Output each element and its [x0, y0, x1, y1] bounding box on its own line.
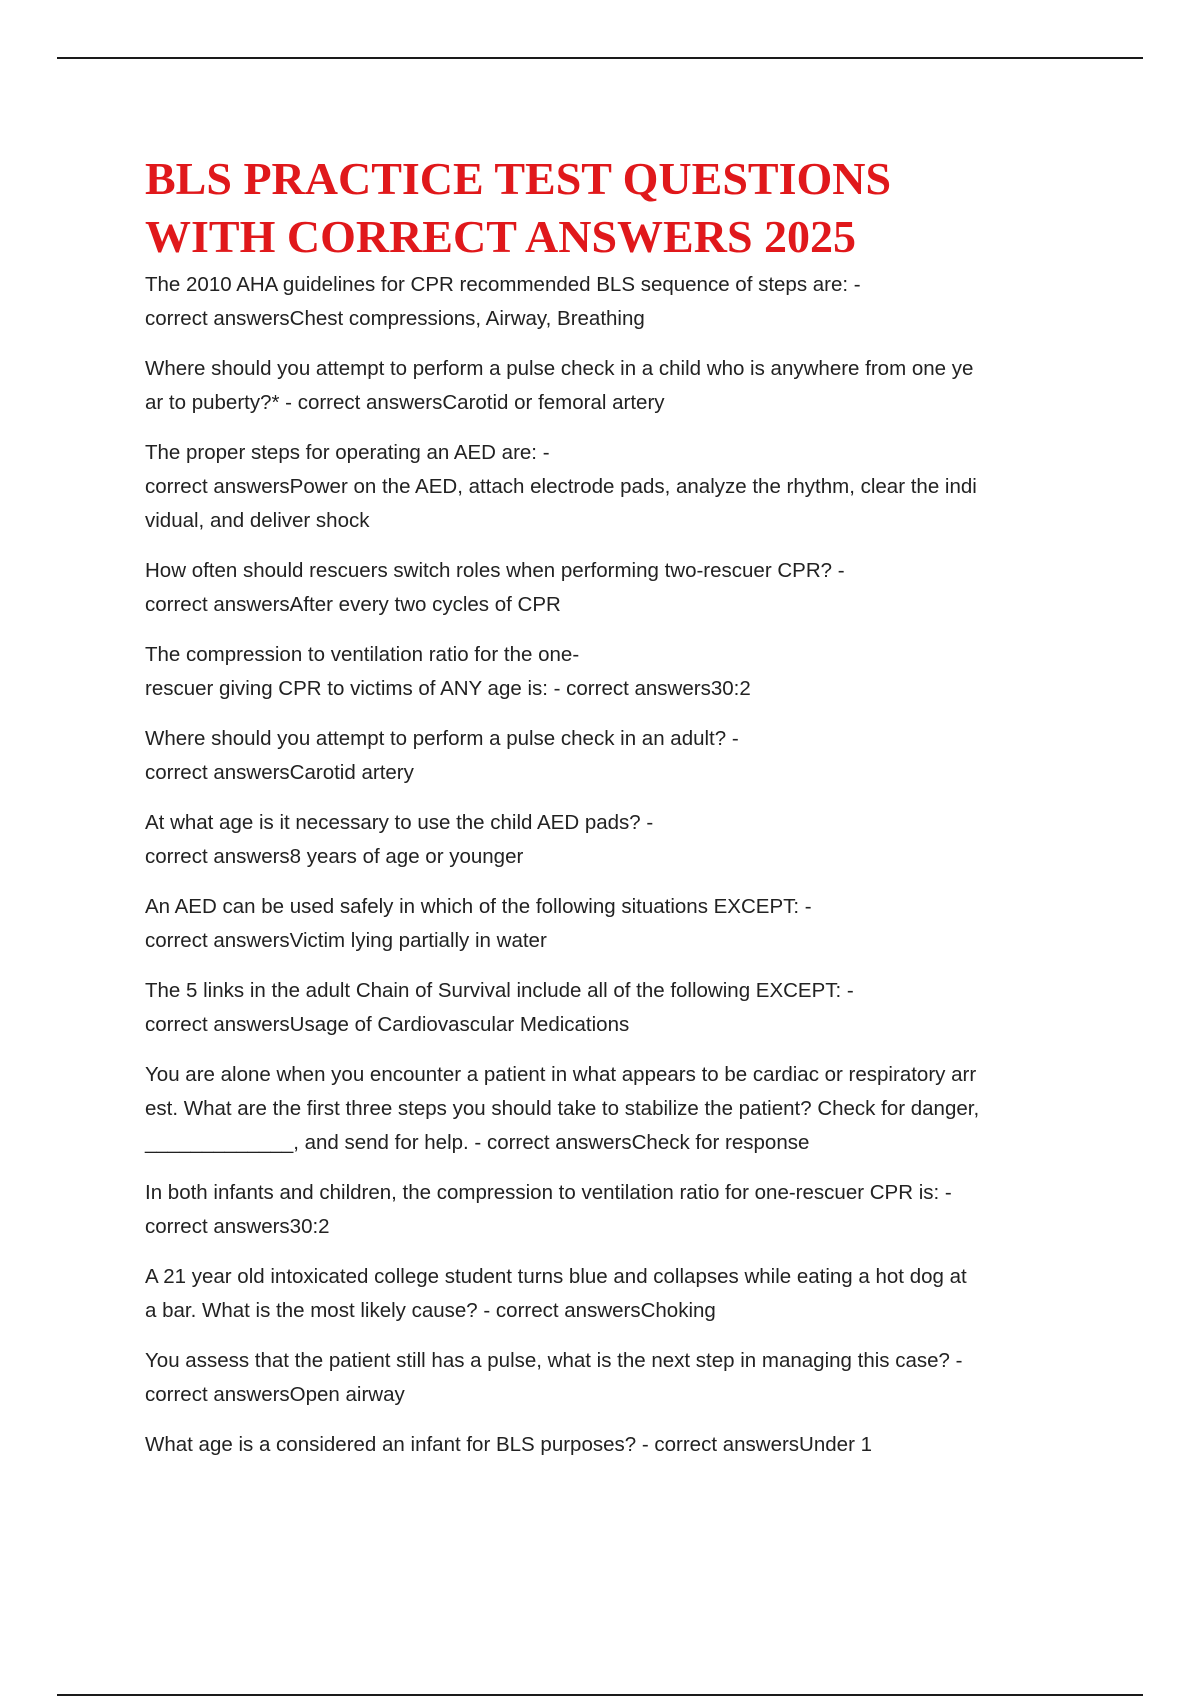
question-item: The compression to ventilation ratio for the one- rescuer giving CPR to victims of ANY age is: - correct answers30:2	[145, 643, 751, 700]
question-item: An AED can be used safely in which of the following situations EXCEPT: - correct answersVictim lying partially in water	[145, 895, 812, 952]
question-item: A 21 year old intoxicated college student turns blue and collapses while eating a hot dog at a bar. What is the most likely cause? - correct answersChoking	[145, 1265, 967, 1322]
question-item: The proper steps for operating an AED are: - correct answersPower on the AED, attach electrode pads, analyze the rhythm, clear the indi vidual, and deliver shock	[145, 441, 977, 532]
question-item: You are alone when you encounter a patient in what appears to be cardiac or respiratory arr est. What are the first three steps you should take to stabilize the patient? Check for danger, _____________, and send for help. - correct answersCheck for response	[145, 1063, 980, 1154]
question-item: Where should you attempt to perform a pulse check in a child who is anywhere from one ye ar to puberty?* - correct answersCarotid or femoral artery	[145, 357, 974, 414]
title-line: WITH CORRECT ANSWERS 2025	[145, 211, 857, 262]
title-line: BLS PRACTICE TEST QUESTIONS	[145, 153, 892, 204]
question-item: At what age is it necessary to use the child AED pads? - correct answers8 years of age or younger	[145, 811, 654, 868]
question-item: What age is a considered an infant for BLS purposes? - correct answersUnder 1	[145, 1433, 872, 1456]
question-list	[145, 268, 1065, 1462]
question-item: The 2010 AHA guidelines for CPR recommended BLS sequence of steps are: - correct answersChest compressions, Airway, Breathing	[145, 273, 861, 330]
question-item: In both infants and children, the compression to ventilation ratio for one-rescuer CPR is: - correct answers30:2	[145, 1181, 952, 1238]
question-item: The 5 links in the adult Chain of Survival include all of the following EXCEPT: - correct answersUsage of Cardiovascular Medications	[145, 979, 854, 1036]
question-item: You assess that the patient still has a pulse, what is the next step in managing this case? - correct answersOpen airway	[145, 1349, 963, 1406]
question-item: Where should you attempt to perform a pulse check in an adult? - correct answersCarotid artery	[145, 727, 739, 784]
document-body	[145, 150, 1065, 1478]
footer-rule	[57, 1694, 1143, 1696]
header-rule	[57, 57, 1143, 59]
question-item: How often should rescuers switch roles when performing two-rescuer CPR? - correct answersAfter every two cycles of CPR	[145, 559, 845, 616]
document-title	[145, 150, 1065, 266]
